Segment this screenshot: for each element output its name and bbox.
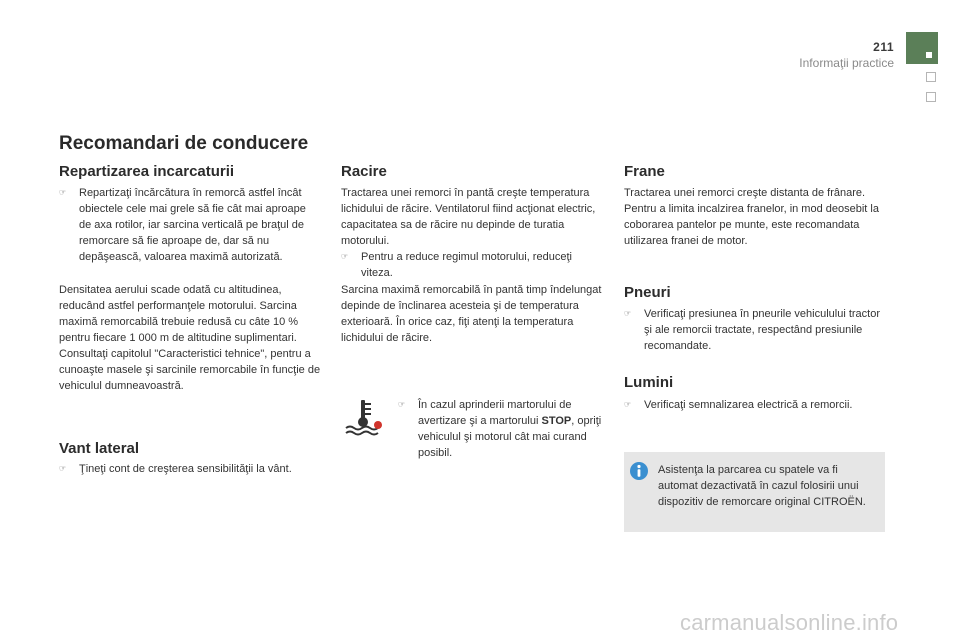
- page-title: Recomandari de conducere: [59, 133, 309, 154]
- pointing-hand-icon: ☞: [398, 400, 406, 409]
- bullet-text: Verificaţi semnalizarea electrică a remorcii.: [644, 399, 853, 411]
- bullet-text: Verificaţi presiunea în pneurile vehiculului tractor şi ale remorcii tractate, respectând presiunile recomandate.: [644, 308, 881, 352]
- pointing-hand-icon: ☞: [59, 464, 67, 473]
- heading-pneuri: Pneuri: [624, 284, 671, 301]
- list-item: [624, 397, 886, 413]
- bullet-text: În cazul aprinderii martorului de avertizare şi a martorului STOP, opriţi vehiculul şi motorul cât mai curand posibil.: [418, 399, 602, 459]
- section-title: Informaţii practice: [799, 56, 894, 70]
- paragraph: Densitatea aerului scade odată cu altitudinea, reducând astfel performanţele motorului. Sarcina maximă remorcabilă trebuie redusă cu câte 10 % pentru fiecare 1 000 m de altitudine suplimentari. Consultaţi capitolul "Caracteristici tehnice", pentru a cunoaşte masele şi sarcinile remorcabile în funcţie de vehiculul dumneavoastră.: [59, 284, 321, 392]
- coolant-temperature-warning-icon: [343, 397, 383, 437]
- page-number: 211: [873, 40, 894, 54]
- list-item: [59, 185, 321, 265]
- list-item: [59, 461, 321, 477]
- section-tab-box[interactable]: [926, 92, 936, 102]
- section-tab-active[interactable]: [906, 32, 938, 64]
- pointing-hand-icon: ☞: [341, 252, 349, 261]
- bullet-text: Ţineţi cont de creşterea sensibilităţii la vânt.: [79, 463, 292, 475]
- heading-repartizarea: Repartizarea incarcaturii: [59, 163, 235, 180]
- paragraph: Tractarea unei remorci creşte distanta de frânare. Pentru a limita incalzirea franelor, in mod deosebit la coborarea pantelor pe munte, este recomandata utilizarea franei de motor.: [624, 187, 879, 247]
- section-tab-box[interactable]: [926, 72, 936, 82]
- pointing-hand-icon: ☞: [624, 400, 632, 409]
- pointing-hand-icon: ☞: [624, 309, 632, 318]
- list-item: [624, 306, 886, 354]
- info-box: [624, 452, 885, 532]
- info-icon: [630, 462, 648, 480]
- heading-vant: Vant lateral: [59, 440, 140, 457]
- pointing-hand-icon: ☞: [59, 188, 67, 197]
- list-item: [341, 249, 603, 281]
- footer-watermark: carmanualsonline.info: [680, 610, 899, 635]
- bullet-text: Repartizaţi încărcătura în remorcă astfel încât obiectele cele mai grele să fie cât mai aproape de axa rotilor, iar sarcina verticală pe braţul de remorcare să fie aproape de, dar să nu depăşească, valoarea maximă autorizată.: [79, 187, 306, 263]
- heading-lumini: Lumini: [624, 374, 674, 391]
- list-item: [398, 397, 602, 461]
- tab-marker: [926, 52, 932, 58]
- heading-racire: Racire: [341, 163, 387, 180]
- paragraph: Sarcina maximă remorcabilă în pantă timp îndelungat depinde de înclinarea acesteia şi de temperatura exterioară. În orice caz, fiţi atenţi la temperatura lichidului de răcire.: [341, 284, 602, 344]
- heading-frane: Frane: [624, 163, 665, 180]
- bullet-text: Pentru a reduce regimul motorului, reduceţi viteza.: [361, 251, 572, 279]
- info-text: Asistenţa la parcarea cu spatele va fi automat dezactivată în cazul folosirii unui dispozitiv de remorcare original CITROËN.: [658, 464, 866, 508]
- stop-label: STOP: [541, 415, 572, 427]
- paragraph: Tractarea unei remorci în pantă creşte temperatura lichidului de răcire. Ventilatorul fiind acţionat electric, capacitatea sa de răcire nu depinde de turatia motorului.: [341, 187, 596, 247]
